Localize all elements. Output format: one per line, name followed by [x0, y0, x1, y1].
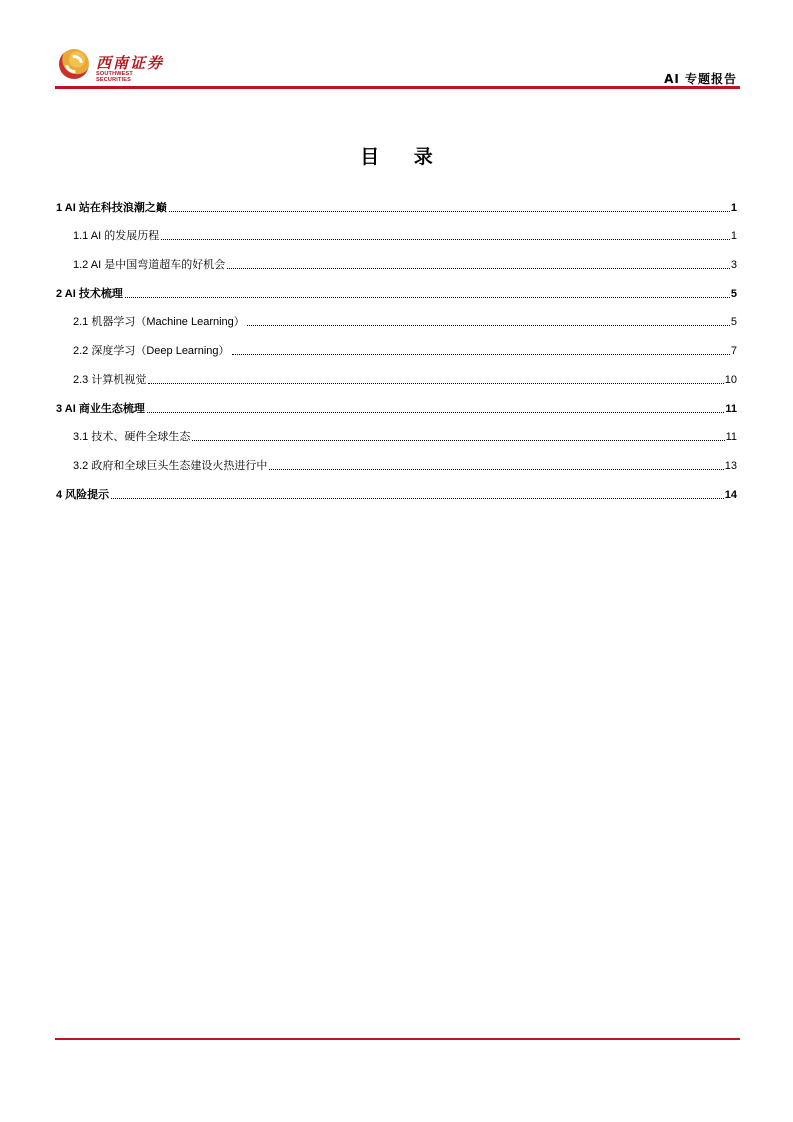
- logo-name-cn: 西南证券: [96, 54, 165, 72]
- toc-entry-page: 1: [730, 201, 737, 214]
- toc-entry[interactable]: [56, 215, 737, 244]
- toc-entry[interactable]: [56, 444, 737, 473]
- toc-title: 目 录: [360, 146, 447, 168]
- toc-entry-label: 3 AI 商业生态梳理: [56, 402, 145, 415]
- toc-entry-page: 13: [724, 459, 737, 472]
- dot-leader: [169, 211, 730, 212]
- toc-entry[interactable]: [56, 387, 737, 416]
- page-header: [0, 0, 793, 92]
- toc-entry-page: 1: [730, 230, 737, 243]
- dot-leader: [147, 412, 725, 413]
- logo-name-en: SOUTHWEST SECURITIES: [96, 71, 133, 83]
- dot-leader: [148, 383, 723, 384]
- dot-leader: [125, 297, 730, 298]
- dot-leader: [111, 498, 724, 499]
- dot-leader: [247, 325, 730, 326]
- toc-entry-page: 7: [730, 345, 737, 358]
- company-logo: [59, 49, 169, 83]
- toc-entry-label: 2.3 计算机视觉: [73, 373, 147, 386]
- logo-icon: [59, 49, 89, 79]
- report-type-label: AI 专题报告: [664, 72, 737, 86]
- dot-leader: [232, 354, 730, 355]
- toc-entry-label: 1 AI 站在科技浪潮之巅: [56, 201, 167, 214]
- toc-entry-page: 5: [730, 316, 737, 329]
- toc-entry-page: 10: [724, 373, 737, 386]
- toc-entry[interactable]: [56, 416, 737, 445]
- toc-entry-page: 5: [730, 287, 737, 300]
- toc-entry-label: 1.1 AI 的发展历程: [73, 230, 160, 243]
- table-of-contents: [56, 186, 737, 502]
- dot-leader: [269, 469, 723, 470]
- dot-leader: [192, 440, 724, 441]
- toc-entry-page: 3: [730, 259, 737, 272]
- toc-entry-label: 3.2 政府和全球巨头生态建设火热进行中: [73, 459, 268, 472]
- toc-entry[interactable]: [56, 473, 737, 502]
- dot-leader: [227, 268, 730, 269]
- toc-entry[interactable]: [56, 272, 737, 301]
- dot-leader: [161, 239, 730, 240]
- toc-entry[interactable]: [56, 301, 737, 330]
- toc-entry-label: 2.2 深度学习（Deep Learning）: [73, 345, 230, 358]
- toc-entry-label: 2 AI 技术梳理: [56, 287, 123, 300]
- toc-entry[interactable]: [56, 243, 737, 272]
- toc-entry[interactable]: [56, 186, 737, 215]
- toc-entry-label: 1.2 AI 是中国弯道超车的好机会: [73, 259, 226, 272]
- toc-entry-label: 2.1 机器学习（Machine Learning）: [73, 316, 245, 329]
- toc-entry-label: 4 风险提示: [56, 488, 110, 501]
- toc-entry[interactable]: [56, 358, 737, 387]
- toc-entry-page: 11: [725, 431, 737, 444]
- toc-entry-label: 3.1 技术、硬件全球生态: [73, 431, 191, 444]
- toc-entry-page: 11: [725, 402, 737, 415]
- footer-divider: [55, 1038, 740, 1040]
- toc-entry-page: 14: [724, 488, 737, 501]
- header-divider: [55, 86, 740, 89]
- toc-entry[interactable]: [56, 329, 737, 358]
